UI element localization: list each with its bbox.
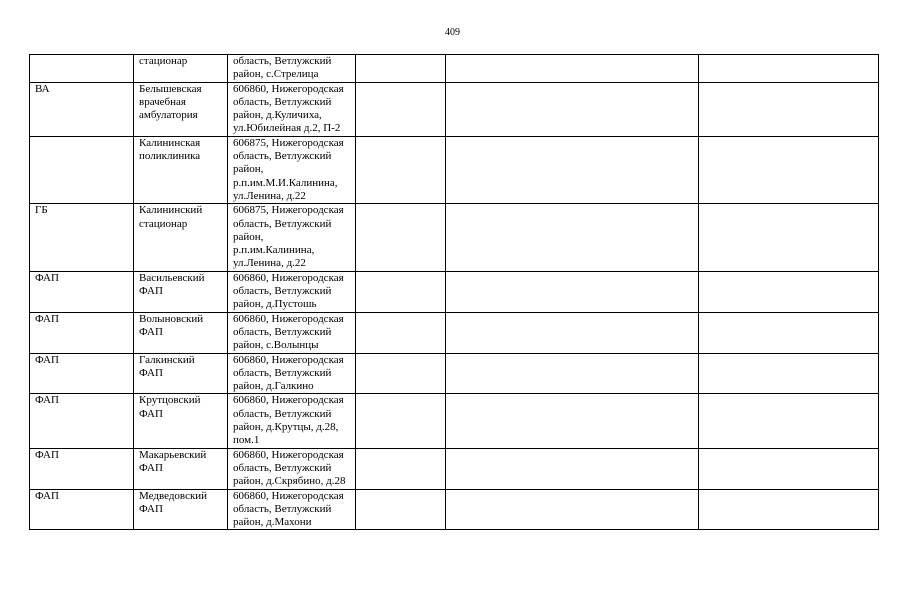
empty-cell [446, 353, 699, 394]
empty-cell [699, 136, 879, 203]
empty-cell [446, 55, 699, 83]
empty-cell [699, 204, 879, 271]
facility-name-cell: Макарьевский ФАП [134, 448, 228, 489]
page-number: 409 [445, 27, 460, 38]
empty-cell [446, 312, 699, 353]
empty-cell [446, 271, 699, 312]
facility-address-cell: 606875, Нижегородская область, Ветлужский район, р.п.им.Калинина, ул.Ленина, д.22 [228, 204, 356, 271]
empty-cell [356, 204, 446, 271]
facilities-table [29, 54, 879, 530]
empty-cell [699, 448, 879, 489]
facility-name-cell: Калининская поликлиника [134, 136, 228, 203]
table-row [30, 312, 879, 353]
facility-type-cell [30, 136, 134, 203]
facility-name-cell: Галкинский ФАП [134, 353, 228, 394]
empty-cell [446, 204, 699, 271]
facility-type-cell: ФАП [30, 312, 134, 353]
empty-cell [699, 312, 879, 353]
facility-type-cell: ВА [30, 82, 134, 136]
facility-type-cell: ФАП [30, 394, 134, 448]
empty-cell [446, 489, 699, 530]
facility-name-cell: Белышевская врачебная амбулатория [134, 82, 228, 136]
empty-cell [446, 448, 699, 489]
empty-cell [699, 271, 879, 312]
empty-cell [699, 489, 879, 530]
facility-name-cell: Васильевский ФАП [134, 271, 228, 312]
table-row [30, 204, 879, 271]
facility-address-cell: 606860, Нижегородская область, Ветлужский район, д.Крутцы, д.28, пом.1 [228, 394, 356, 448]
facility-type-cell: ФАП [30, 353, 134, 394]
empty-cell [356, 136, 446, 203]
facility-name-cell: Крутцовский ФАП [134, 394, 228, 448]
table-row [30, 55, 879, 83]
empty-cell [356, 271, 446, 312]
facility-name-cell: стационар [134, 55, 228, 83]
table-row [30, 353, 879, 394]
empty-cell [356, 489, 446, 530]
empty-cell [699, 394, 879, 448]
table-row [30, 82, 879, 136]
table-row [30, 489, 879, 530]
empty-cell [356, 448, 446, 489]
empty-cell [446, 136, 699, 203]
facility-name-cell: Волыновский ФАП [134, 312, 228, 353]
empty-cell [699, 82, 879, 136]
empty-cell [699, 55, 879, 83]
empty-cell [356, 353, 446, 394]
empty-cell [356, 394, 446, 448]
facility-address-cell: 606860, Нижегородская область, Ветлужский район, д.Пустошь [228, 271, 356, 312]
empty-cell [356, 55, 446, 83]
facility-type-cell: ФАП [30, 489, 134, 530]
facility-type-cell: ФАП [30, 271, 134, 312]
empty-cell [356, 312, 446, 353]
facility-name-cell: Медведовский ФАП [134, 489, 228, 530]
facility-address-cell: область, Ветлужский район, с.Стрелица [228, 55, 356, 83]
table-row [30, 448, 879, 489]
facility-address-cell: 606860, Нижегородская область, Ветлужский район, д.Махони [228, 489, 356, 530]
empty-cell [446, 394, 699, 448]
table-row [30, 394, 879, 448]
facility-type-cell: ФАП [30, 448, 134, 489]
facility-type-cell: ГБ [30, 204, 134, 271]
facility-type-cell [30, 55, 134, 83]
facility-address-cell: 606860, Нижегородская область, Ветлужский район, д.Куличиха, ул.Юбилейная д.2, П-2 [228, 82, 356, 136]
facility-address-cell: 606860, Нижегородская область, Ветлужский район, с.Волынцы [228, 312, 356, 353]
facility-name-cell: Калининский стационар [134, 204, 228, 271]
table-row [30, 136, 879, 203]
empty-cell [699, 353, 879, 394]
table-row [30, 271, 879, 312]
facility-address-cell: 606860, Нижегородская область, Ветлужский район, д.Галкино [228, 353, 356, 394]
empty-cell [446, 82, 699, 136]
facility-address-cell: 606875, Нижегородская область, Ветлужский район, р.п.им.М.И.Калинина, ул.Ленина, д.22 [228, 136, 356, 203]
facility-address-cell: 606860, Нижегородская область, Ветлужский район, д.Скрябино, д.28 [228, 448, 356, 489]
empty-cell [356, 82, 446, 136]
